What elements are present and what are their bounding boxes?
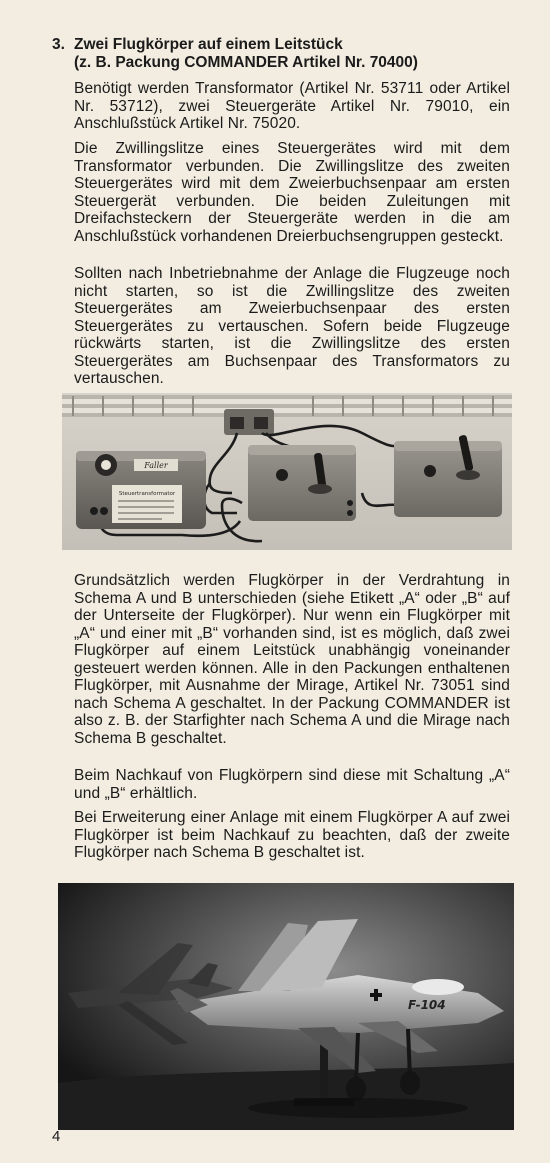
paragraph-requirements: Benötigt werden Transformator (Artikel Nr. 53711 oder Artikel Nr. 53712), zwei Steuergeräte Artikel Nr. 79010, ein Anschlußstück Artikel Nr. 75020. [74,80,510,132]
paragraph-troubleshooting: Sollten nach Inbetriebnahme der Anlage die Flugzeuge noch nicht starten, so ist die Zwillingslitze des zweiten Steuergerätes am Zweierbuchsenpaar des ersten Steuergerätes zu vertauschen. Sofern beide Flugzeuge rückwärts starten, ist die Zwillingslitze des ersten Steuergerätes am Buchsenpaar des Transformators zu vertauschen. [74,265,510,387]
wiring-photo-svg [62,393,512,550]
transformer-type-label: Steuertransformator [118,491,176,497]
aircraft-photo [58,883,514,1130]
aircraft-photo-svg [58,883,514,1130]
paragraph-extension: Bei Erweiterung einer Anlage mit einem Flugkörper A auf zwei Flugkörper ist beim Nachkauf zu beachten, daß der zweite Flugkörper nach Schema B geschaltet ist. [74,809,510,861]
wiring-photo [62,393,512,550]
section-title-line1: Zwei Flugkörper auf einem Leitstück [74,36,343,53]
page-number: 4 [52,1128,61,1145]
section-title-line2: (z. B. Packung COMMANDER Artikel Nr. 70400) [74,54,418,71]
section-number: 3. [52,36,65,53]
paragraph-purchase: Beim Nachkauf von Flugkörpern sind diese mit Schaltung „A“ und „B“ erhältlich. [74,767,510,802]
aircraft-marking-label: F-104 [408,998,446,1012]
transformer-brand-label: Faller [144,461,168,470]
paragraph-schema: Grundsätzlich werden Flugkörper in der Verdrahtung in Schema A und B unterschieden (siehe Etikett „A“ oder „B“ auf der Unterseite der Flugkörper). Nur wenn ein Flugkörper mit „A“ und einer mit „B“ vorhanden sind, ist es möglich, daß zwei Flugkörper auf einem Leitstück unabhängig voneinander gesteuert werden können. Alle in den Packungen enthaltenen Flugkörper, mit Ausnahme der Mirage, Artikel Nr. 73051 sind nach Schema A geschaltet. In der Packung COMMANDER ist also z. B. der Starfighter nach Schema A und die Mirage nach Schema B geschaltet. [74,572,510,747]
paragraph-wiring: Die Zwillingslitze eines Steuergerätes wird mit dem Transformator verbunden. Die Zwillingslitze des zweiten Steuergerätes wird mit dem Zweierbuchsenpaar am ersten Steuergerät verbunden. Die beiden Zuleitungen mit Dreifachsteckern der Steuergeräte werden in die am Anschlußstück vorhandenen Dreierbuchsengruppen gesteckt. [74,140,510,245]
